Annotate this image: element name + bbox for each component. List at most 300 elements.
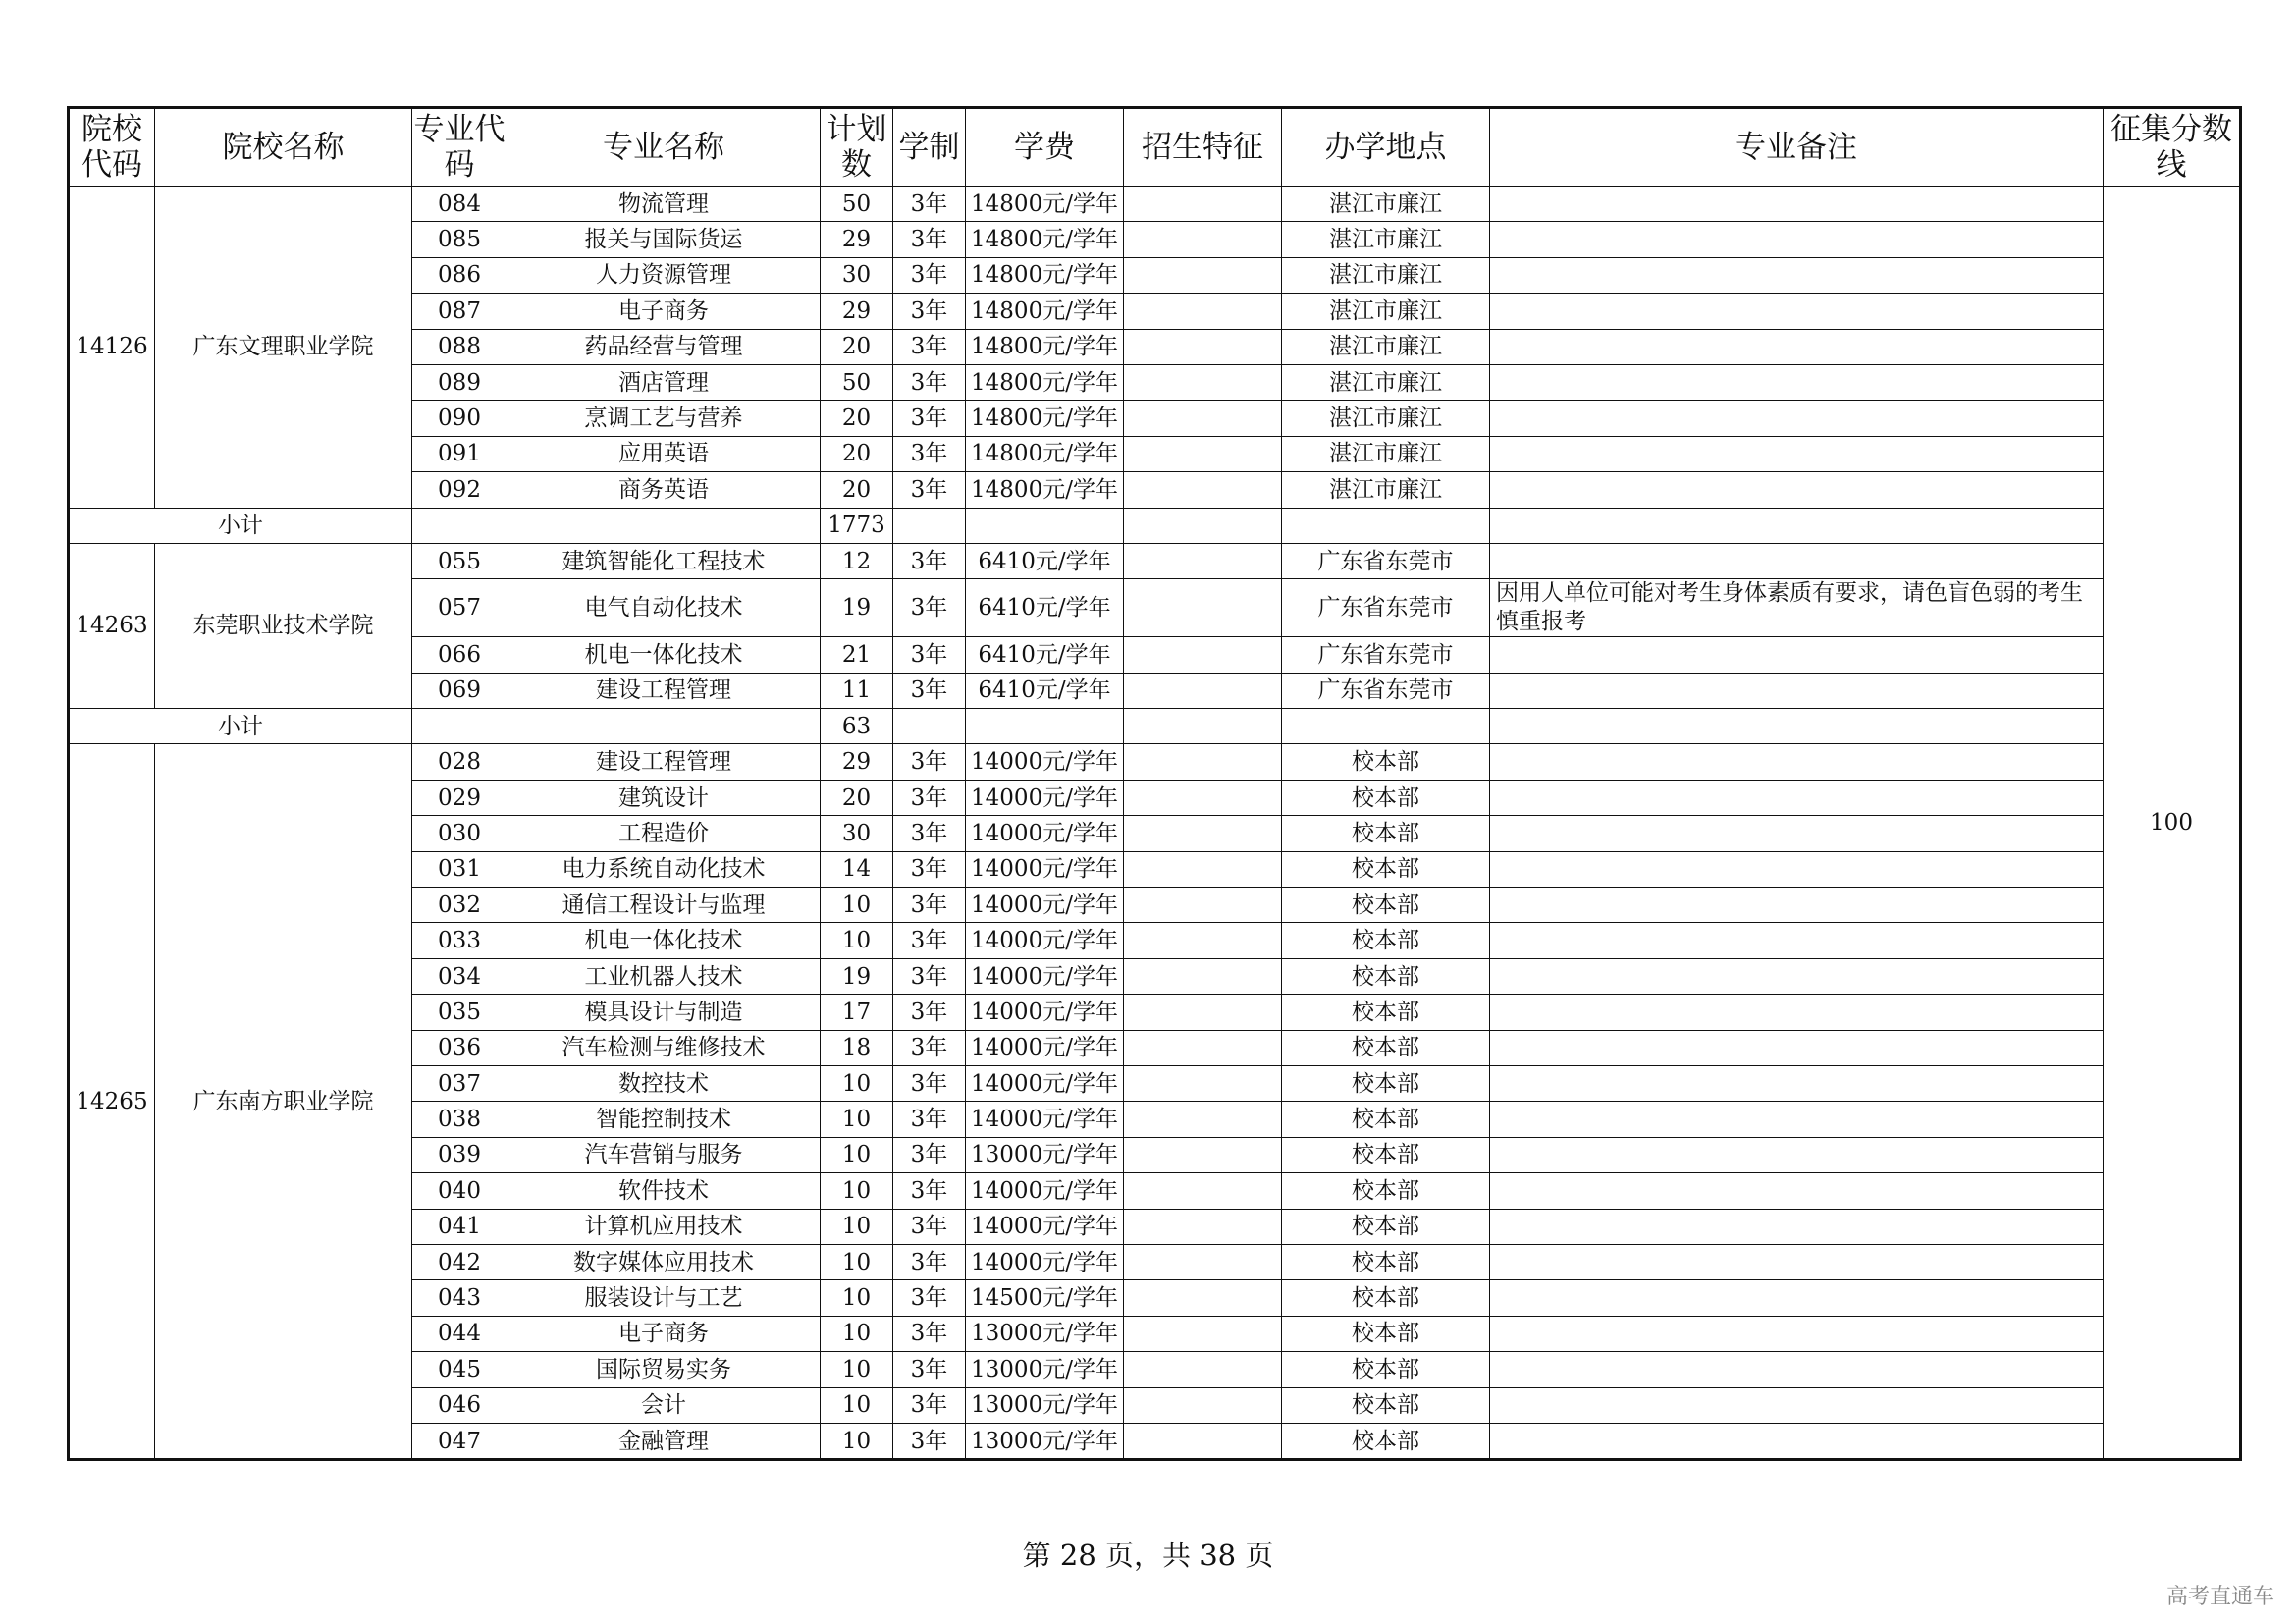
remark-cell xyxy=(1490,329,2104,364)
table-row xyxy=(69,744,2241,780)
feature-cell xyxy=(1124,958,1282,994)
duration-cell xyxy=(893,709,966,744)
plan-cell: 30 xyxy=(821,257,893,293)
subtotal-label: 小计 xyxy=(69,508,412,543)
remark-cell xyxy=(1490,1065,2104,1101)
major-code-cell: 084 xyxy=(412,187,507,222)
feature-cell xyxy=(1124,1352,1282,1387)
tuition-cell: 14800元/学年 xyxy=(966,364,1124,400)
remark-cell xyxy=(1490,673,2104,708)
major-code-cell: 055 xyxy=(412,543,507,578)
plan-cell: 14 xyxy=(821,851,893,887)
major-name-cell: 软件技术 xyxy=(507,1173,821,1209)
plan-cell: 10 xyxy=(821,888,893,923)
major-code-cell: 037 xyxy=(412,1065,507,1101)
major-code-cell: 044 xyxy=(412,1316,507,1351)
duration-cell: 3年 xyxy=(893,1209,966,1244)
major-name-cell: 烹调工艺与营养 xyxy=(507,401,821,436)
duration-cell: 3年 xyxy=(893,329,966,364)
location-cell: 校本部 xyxy=(1282,1352,1490,1387)
school-code-cell: 14263 xyxy=(69,543,155,708)
remark-cell xyxy=(1490,1316,2104,1351)
location-cell: 校本部 xyxy=(1282,958,1490,994)
tuition-cell: 6410元/学年 xyxy=(966,579,1124,637)
major-name-cell: 工业机器人技术 xyxy=(507,958,821,994)
duration-cell: 3年 xyxy=(893,780,966,815)
major-name-cell: 会计 xyxy=(507,1387,821,1423)
major-code-cell: 089 xyxy=(412,364,507,400)
plan-cell: 10 xyxy=(821,1173,893,1209)
plan-cell: 10 xyxy=(821,1244,893,1279)
plan-cell: 30 xyxy=(821,816,893,851)
major-name-cell: 报关与国际货运 xyxy=(507,222,821,257)
remark-cell xyxy=(1490,1352,2104,1387)
major-code-cell: 032 xyxy=(412,888,507,923)
tuition-cell: 13000元/学年 xyxy=(966,1316,1124,1351)
remark-cell xyxy=(1490,1209,2104,1244)
tuition-cell: 13000元/学年 xyxy=(966,1387,1124,1423)
subtotal-row xyxy=(69,709,2241,744)
feature-cell xyxy=(1124,329,1282,364)
major-code-cell: 057 xyxy=(412,579,507,637)
tuition-cell: 14000元/学年 xyxy=(966,744,1124,780)
major-code-cell: 069 xyxy=(412,673,507,708)
tuition-cell: 14000元/学年 xyxy=(966,816,1124,851)
tuition-cell: 14800元/学年 xyxy=(966,329,1124,364)
feature-cell xyxy=(1124,673,1282,708)
duration-cell: 3年 xyxy=(893,401,966,436)
major-name-cell: 建筑智能化工程技术 xyxy=(507,543,821,578)
cutoff-cell: 100 xyxy=(2104,187,2241,1460)
feature-cell xyxy=(1124,1316,1282,1351)
location-cell: 校本部 xyxy=(1282,995,1490,1030)
major-name-cell: 建设工程管理 xyxy=(507,744,821,780)
table-row xyxy=(69,543,2241,578)
major-code-cell: 092 xyxy=(412,472,507,508)
feature-cell xyxy=(1124,472,1282,508)
duration-cell: 3年 xyxy=(893,1030,966,1065)
major-code-cell: 047 xyxy=(412,1423,507,1459)
major-code-cell: 066 xyxy=(412,637,507,673)
major-name-cell: 电子商务 xyxy=(507,294,821,329)
plan-cell: 20 xyxy=(821,472,893,508)
duration-cell: 3年 xyxy=(893,1280,966,1316)
major-name-cell: 汽车营销与服务 xyxy=(507,1137,821,1172)
feature-cell xyxy=(1124,816,1282,851)
major-code-cell: 040 xyxy=(412,1173,507,1209)
feature-cell xyxy=(1124,995,1282,1030)
tuition-cell: 14000元/学年 xyxy=(966,1209,1124,1244)
location-cell: 湛江市廉江 xyxy=(1282,294,1490,329)
major-name-cell: 物流管理 xyxy=(507,187,821,222)
location-cell: 校本部 xyxy=(1282,1137,1490,1172)
school-code-cell: 14265 xyxy=(69,744,155,1460)
location-cell: 校本部 xyxy=(1282,1244,1490,1279)
duration-cell: 3年 xyxy=(893,673,966,708)
remark-cell xyxy=(1490,1244,2104,1279)
remark-cell xyxy=(1490,816,2104,851)
tuition-cell: 13000元/学年 xyxy=(966,1352,1124,1387)
plan-cell: 20 xyxy=(821,329,893,364)
feature-cell xyxy=(1124,543,1282,578)
location-cell: 校本部 xyxy=(1282,888,1490,923)
duration-cell: 3年 xyxy=(893,222,966,257)
tuition-cell: 14000元/学年 xyxy=(966,888,1124,923)
major-name-cell: 国际贸易实务 xyxy=(507,1352,821,1387)
major-name-cell: 电力系统自动化技术 xyxy=(507,851,821,887)
duration-cell: 3年 xyxy=(893,1173,966,1209)
table-body xyxy=(69,187,2241,1460)
location-cell: 校本部 xyxy=(1282,1280,1490,1316)
plan-cell: 11 xyxy=(821,673,893,708)
plan-cell: 10 xyxy=(821,1102,893,1137)
plan-cell: 29 xyxy=(821,222,893,257)
major-code-cell: 035 xyxy=(412,995,507,1030)
location-cell: 校本部 xyxy=(1282,1065,1490,1101)
header-major-code: 专业代码 xyxy=(412,108,507,187)
major-code-cell: 088 xyxy=(412,329,507,364)
feature-cell xyxy=(1124,1387,1282,1423)
location-cell: 广东省东莞市 xyxy=(1282,543,1490,578)
location-cell: 校本部 xyxy=(1282,1316,1490,1351)
remark-cell xyxy=(1490,1173,2104,1209)
plan-cell: 10 xyxy=(821,1137,893,1172)
feature-cell xyxy=(1124,401,1282,436)
duration-cell: 3年 xyxy=(893,364,966,400)
major-code-cell: 046 xyxy=(412,1387,507,1423)
remark-cell xyxy=(1490,436,2104,471)
plan-cell: 10 xyxy=(821,1316,893,1351)
plan-cell: 50 xyxy=(821,187,893,222)
major-name-cell: 服装设计与工艺 xyxy=(507,1280,821,1316)
remark-cell xyxy=(1490,1137,2104,1172)
remark-cell xyxy=(1490,637,2104,673)
page-footer: 第 28 页，共 38 页 xyxy=(1022,1539,1274,1572)
remark-cell xyxy=(1490,364,2104,400)
plan-cell: 10 xyxy=(821,923,893,958)
major-code-cell: 029 xyxy=(412,780,507,815)
plan-cell: 12 xyxy=(821,543,893,578)
major-code-cell: 090 xyxy=(412,401,507,436)
plan-cell: 10 xyxy=(821,1423,893,1459)
duration-cell: 3年 xyxy=(893,579,966,637)
location-cell: 校本部 xyxy=(1282,1423,1490,1459)
header-cutoff: 征集分数线 xyxy=(2104,108,2241,187)
location-cell: 湛江市廉江 xyxy=(1282,401,1490,436)
watermark: 高考直通车 xyxy=(2165,1585,2274,1609)
plan-cell: 29 xyxy=(821,294,893,329)
major-name-cell xyxy=(507,709,821,744)
major-name-cell: 电子商务 xyxy=(507,1316,821,1351)
remark-cell xyxy=(1490,401,2104,436)
major-code-cell: 091 xyxy=(412,436,507,471)
plan-cell: 17 xyxy=(821,995,893,1030)
school-name-cell: 广东南方职业学院 xyxy=(155,744,412,1460)
major-code-cell: 045 xyxy=(412,1352,507,1387)
tuition-cell: 14000元/学年 xyxy=(966,851,1124,887)
feature-cell xyxy=(1124,744,1282,780)
major-code-cell xyxy=(412,508,507,543)
tuition-cell: 14000元/学年 xyxy=(966,780,1124,815)
location-cell: 湛江市廉江 xyxy=(1282,257,1490,293)
location-cell: 湛江市廉江 xyxy=(1282,364,1490,400)
tuition-cell: 14800元/学年 xyxy=(966,257,1124,293)
remark-cell xyxy=(1490,995,2104,1030)
remark-cell xyxy=(1490,709,2104,744)
feature-cell xyxy=(1124,1423,1282,1459)
major-code-cell: 085 xyxy=(412,222,507,257)
feature-cell xyxy=(1124,436,1282,471)
tuition-cell: 14000元/学年 xyxy=(966,958,1124,994)
duration-cell: 3年 xyxy=(893,294,966,329)
duration-cell: 3年 xyxy=(893,744,966,780)
major-name-cell: 数控技术 xyxy=(507,1065,821,1101)
duration-cell: 3年 xyxy=(893,1352,966,1387)
duration-cell: 3年 xyxy=(893,816,966,851)
major-name-cell: 计算机应用技术 xyxy=(507,1209,821,1244)
location-cell: 校本部 xyxy=(1282,744,1490,780)
location-cell: 广东省东莞市 xyxy=(1282,673,1490,708)
duration-cell: 3年 xyxy=(893,995,966,1030)
plan-cell: 50 xyxy=(821,364,893,400)
tuition-cell: 14000元/学年 xyxy=(966,1244,1124,1279)
major-name-cell: 金融管理 xyxy=(507,1423,821,1459)
remark-cell xyxy=(1490,543,2104,578)
major-name-cell: 智能控制技术 xyxy=(507,1102,821,1137)
location-cell: 湛江市廉江 xyxy=(1282,222,1490,257)
major-code-cell: 030 xyxy=(412,816,507,851)
subtotal-label: 小计 xyxy=(69,709,412,744)
location-cell: 校本部 xyxy=(1282,1030,1490,1065)
major-name-cell: 建设工程管理 xyxy=(507,673,821,708)
duration-cell: 3年 xyxy=(893,1065,966,1101)
remark-cell xyxy=(1490,923,2104,958)
tuition-cell: 14800元/学年 xyxy=(966,472,1124,508)
plan-cell: 10 xyxy=(821,1352,893,1387)
tuition-cell: 6410元/学年 xyxy=(966,637,1124,673)
feature-cell xyxy=(1124,294,1282,329)
feature-cell xyxy=(1124,1065,1282,1101)
remark-cell xyxy=(1490,1030,2104,1065)
duration-cell: 3年 xyxy=(893,1244,966,1279)
remark-cell xyxy=(1490,294,2104,329)
enrollment-table xyxy=(67,106,2242,1461)
subtotal-row xyxy=(69,508,2241,543)
location-cell: 广东省东莞市 xyxy=(1282,637,1490,673)
duration-cell: 3年 xyxy=(893,187,966,222)
major-code-cell xyxy=(412,709,507,744)
header-row xyxy=(69,108,2241,187)
header-major-name: 专业名称 xyxy=(507,108,821,187)
major-code-cell: 087 xyxy=(412,294,507,329)
major-name-cell: 人力资源管理 xyxy=(507,257,821,293)
feature-cell xyxy=(1124,1244,1282,1279)
plan-cell: 20 xyxy=(821,780,893,815)
major-code-cell: 043 xyxy=(412,1280,507,1316)
major-code-cell: 042 xyxy=(412,1244,507,1279)
major-name-cell: 数字媒体应用技术 xyxy=(507,1244,821,1279)
header-plan: 计划数 xyxy=(821,108,893,187)
feature-cell xyxy=(1124,1137,1282,1172)
remark-cell xyxy=(1490,1102,2104,1137)
tuition-cell: 14000元/学年 xyxy=(966,923,1124,958)
feature-cell xyxy=(1124,1173,1282,1209)
feature-cell xyxy=(1124,888,1282,923)
location-cell: 湛江市廉江 xyxy=(1282,329,1490,364)
location-cell: 湛江市廉江 xyxy=(1282,436,1490,471)
remark-cell: 因用人单位可能对考生身体素质有要求，请色盲色弱的考生慎重报考 xyxy=(1490,579,2104,637)
header-tuition: 学费 xyxy=(966,108,1124,187)
major-code-cell: 041 xyxy=(412,1209,507,1244)
tuition-cell: 14800元/学年 xyxy=(966,187,1124,222)
remark-cell xyxy=(1490,1280,2104,1316)
tuition-cell xyxy=(966,709,1124,744)
location-cell: 湛江市廉江 xyxy=(1282,187,1490,222)
location-cell xyxy=(1282,508,1490,543)
major-name-cell: 电气自动化技术 xyxy=(507,579,821,637)
major-name-cell: 通信工程设计与监理 xyxy=(507,888,821,923)
feature-cell xyxy=(1124,364,1282,400)
plan-cell: 10 xyxy=(821,1209,893,1244)
tuition-cell: 14500元/学年 xyxy=(966,1280,1124,1316)
remark-cell xyxy=(1490,508,2104,543)
plan-cell: 20 xyxy=(821,436,893,471)
location-cell: 校本部 xyxy=(1282,780,1490,815)
remark-cell xyxy=(1490,1387,2104,1423)
feature-cell xyxy=(1124,508,1282,543)
tuition-cell: 14800元/学年 xyxy=(966,401,1124,436)
tuition-cell: 13000元/学年 xyxy=(966,1423,1124,1459)
tuition-cell: 14800元/学年 xyxy=(966,436,1124,471)
feature-cell xyxy=(1124,1030,1282,1065)
major-name-cell: 工程造价 xyxy=(507,816,821,851)
tuition-cell: 13000元/学年 xyxy=(966,1137,1124,1172)
location-cell xyxy=(1282,709,1490,744)
feature-cell xyxy=(1124,780,1282,815)
feature-cell xyxy=(1124,257,1282,293)
header-school-code: 院校代码 xyxy=(69,108,155,187)
header-school-name: 院校名称 xyxy=(155,108,412,187)
remark-cell xyxy=(1490,1423,2104,1459)
location-cell: 校本部 xyxy=(1282,923,1490,958)
major-code-cell: 038 xyxy=(412,1102,507,1137)
feature-cell xyxy=(1124,637,1282,673)
header-feature: 招生特征 xyxy=(1124,108,1282,187)
feature-cell xyxy=(1124,187,1282,222)
tuition-cell: 14000元/学年 xyxy=(966,995,1124,1030)
remark-cell xyxy=(1490,851,2104,887)
duration-cell: 3年 xyxy=(893,543,966,578)
location-cell: 校本部 xyxy=(1282,816,1490,851)
major-code-cell: 086 xyxy=(412,257,507,293)
feature-cell xyxy=(1124,1209,1282,1244)
feature-cell xyxy=(1124,923,1282,958)
plan-cell: 19 xyxy=(821,579,893,637)
table-row xyxy=(69,187,2241,222)
school-name-cell: 东莞职业技术学院 xyxy=(155,543,412,708)
major-code-cell: 031 xyxy=(412,851,507,887)
location-cell: 广东省东莞市 xyxy=(1282,579,1490,637)
tuition-cell: 14000元/学年 xyxy=(966,1173,1124,1209)
school-name-cell: 广东文理职业学院 xyxy=(155,187,412,509)
duration-cell: 3年 xyxy=(893,1387,966,1423)
feature-cell xyxy=(1124,709,1282,744)
major-code-cell: 028 xyxy=(412,744,507,780)
major-code-cell: 039 xyxy=(412,1137,507,1172)
plan-cell: 10 xyxy=(821,1387,893,1423)
tuition-cell: 6410元/学年 xyxy=(966,673,1124,708)
remark-cell xyxy=(1490,187,2104,222)
remark-cell xyxy=(1490,257,2104,293)
school-code-cell: 14126 xyxy=(69,187,155,509)
major-name-cell: 酒店管理 xyxy=(507,364,821,400)
duration-cell: 3年 xyxy=(893,958,966,994)
major-name-cell: 药品经营与管理 xyxy=(507,329,821,364)
plan-cell: 19 xyxy=(821,958,893,994)
remark-cell xyxy=(1490,472,2104,508)
tuition-cell: 6410元/学年 xyxy=(966,543,1124,578)
location-cell: 校本部 xyxy=(1282,851,1490,887)
major-name-cell xyxy=(507,508,821,543)
tuition-cell: 14000元/学年 xyxy=(966,1065,1124,1101)
location-cell: 湛江市廉江 xyxy=(1282,472,1490,508)
plan-cell: 18 xyxy=(821,1030,893,1065)
feature-cell xyxy=(1124,1102,1282,1137)
major-name-cell: 建筑设计 xyxy=(507,780,821,815)
location-cell: 校本部 xyxy=(1282,1102,1490,1137)
tuition-cell: 14800元/学年 xyxy=(966,222,1124,257)
tuition-cell: 14800元/学年 xyxy=(966,294,1124,329)
tuition-cell xyxy=(966,508,1124,543)
remark-cell xyxy=(1490,888,2104,923)
duration-cell: 3年 xyxy=(893,1137,966,1172)
duration-cell: 3年 xyxy=(893,851,966,887)
major-code-cell: 033 xyxy=(412,923,507,958)
remark-cell xyxy=(1490,744,2104,780)
duration-cell: 3年 xyxy=(893,1316,966,1351)
major-name-cell: 商务英语 xyxy=(507,472,821,508)
subtotal-value: 1773 xyxy=(821,508,893,543)
major-name-cell: 机电一体化技术 xyxy=(507,637,821,673)
duration-cell: 3年 xyxy=(893,1423,966,1459)
feature-cell xyxy=(1124,851,1282,887)
duration-cell: 3年 xyxy=(893,257,966,293)
duration-cell: 3年 xyxy=(893,888,966,923)
major-name-cell: 机电一体化技术 xyxy=(507,923,821,958)
remark-cell xyxy=(1490,958,2104,994)
header-location: 办学地点 xyxy=(1282,108,1490,187)
feature-cell xyxy=(1124,579,1282,637)
header-duration: 学制 xyxy=(893,108,966,187)
subtotal-value: 63 xyxy=(821,709,893,744)
plan-cell: 20 xyxy=(821,401,893,436)
location-cell: 校本部 xyxy=(1282,1173,1490,1209)
duration-cell xyxy=(893,508,966,543)
duration-cell: 3年 xyxy=(893,436,966,471)
major-name-cell: 汽车检测与维修技术 xyxy=(507,1030,821,1065)
location-cell: 校本部 xyxy=(1282,1387,1490,1423)
major-name-cell: 应用英语 xyxy=(507,436,821,471)
duration-cell: 3年 xyxy=(893,923,966,958)
plan-cell: 10 xyxy=(821,1065,893,1101)
major-name-cell: 模具设计与制造 xyxy=(507,995,821,1030)
plan-cell: 29 xyxy=(821,744,893,780)
plan-cell: 10 xyxy=(821,1280,893,1316)
remark-cell xyxy=(1490,222,2104,257)
header-remark: 专业备注 xyxy=(1490,108,2104,187)
tuition-cell: 14000元/学年 xyxy=(966,1030,1124,1065)
feature-cell xyxy=(1124,1280,1282,1316)
